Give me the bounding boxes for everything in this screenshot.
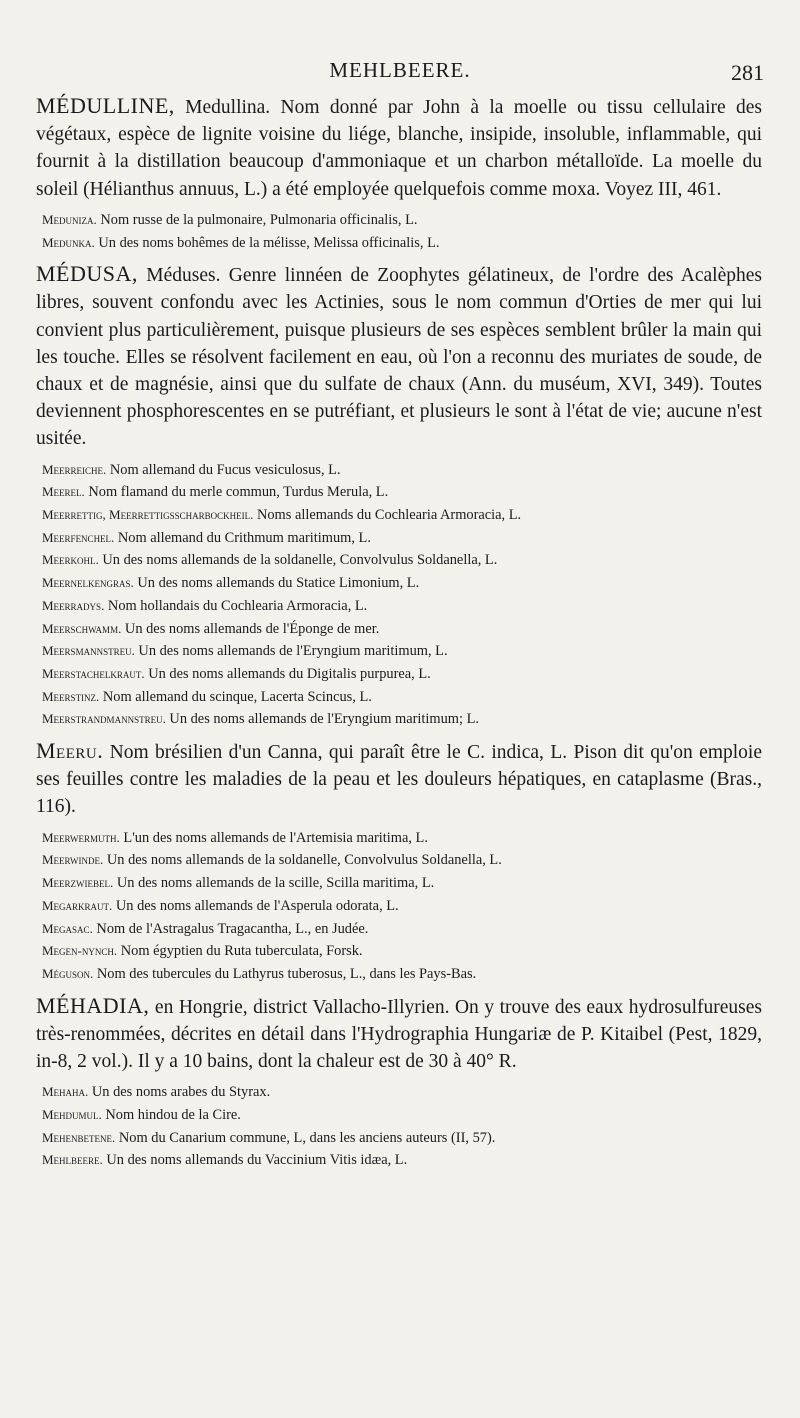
minor-entry bbox=[36, 940, 762, 963]
entry-text: Nom allemand du Fucus vesiculosus, L. bbox=[106, 461, 341, 478]
minor-entry bbox=[36, 481, 762, 504]
entry-text: Un des noms allemands de l'Éponge de mer. bbox=[121, 620, 380, 637]
minor-entry bbox=[36, 595, 762, 618]
main-entry bbox=[36, 992, 762, 1076]
entry-headword: Mehenbetene. bbox=[42, 1129, 116, 1145]
entry-text: Nom brésilien d'un Canna, qui paraît être le C. indica, L. Pison dit qu'on emploie ses feuilles contre les maladies de la peau et les douleurs hépatiques, en cataplasme (Bras., 116). bbox=[36, 742, 762, 818]
entry-text: Un des noms arabes du Styrax. bbox=[88, 1084, 271, 1101]
entry-headword: Meerkohl. bbox=[42, 552, 99, 568]
entry-headword: Meerstinz. bbox=[42, 688, 100, 704]
entry-text: Un des noms allemands de la soldanelle, Convolvulus Soldanella, L. bbox=[98, 552, 498, 569]
main-entry bbox=[36, 92, 762, 203]
entry-headword: MÉDUSA, bbox=[36, 261, 138, 287]
minor-entry bbox=[36, 572, 762, 595]
entry-text: Un des noms allemands du Statice Limonium, L. bbox=[133, 575, 420, 592]
minor-entry bbox=[36, 686, 762, 709]
entry-headword: Meerwermuth. bbox=[42, 829, 120, 845]
entry-headword: Meerschwamm. bbox=[42, 620, 122, 636]
minor-entry bbox=[36, 527, 762, 550]
entry-headword: Meerstrandmannstreu. bbox=[42, 711, 166, 727]
entry-headword: MÉHADIA, bbox=[36, 992, 150, 1018]
entry-text: Un des noms allemands du Vaccinium Vitis idæa, L. bbox=[102, 1152, 408, 1169]
minor-entry bbox=[36, 872, 762, 895]
entry-headword: Meerrettig, Meerrettigsscharbockheil. bbox=[42, 507, 254, 523]
minor-entry bbox=[36, 549, 762, 572]
entry-headword: Meduniza. bbox=[42, 211, 97, 227]
entry-text: Un des noms allemands de l'Eryngium maritimum, L. bbox=[134, 643, 448, 660]
entry-headword: Meerstachelkraut. bbox=[42, 665, 145, 681]
minor-entry bbox=[36, 1081, 762, 1104]
minor-entry bbox=[36, 232, 762, 255]
entry-text: Nom russe de la pulmonaire, Pulmonaria officinalis, L. bbox=[96, 211, 418, 228]
entry-headword: Meeru. bbox=[36, 738, 104, 764]
entry-text: Un des noms allemands de la scille, Scilla maritima, L. bbox=[113, 875, 435, 892]
minor-entry bbox=[36, 963, 762, 986]
minor-entry bbox=[36, 708, 762, 731]
entry-text: Un des noms allemands du Digitalis purpurea, L. bbox=[144, 665, 431, 682]
minor-entry bbox=[36, 459, 762, 482]
entry-headword: Méguson. bbox=[42, 965, 94, 981]
minor-entry bbox=[36, 849, 762, 872]
main-entry bbox=[36, 737, 762, 821]
minor-entry bbox=[36, 618, 762, 641]
entry-text: Medullina. Nom donné par John à la moelle ou tissu cellulaire des végétaux, espèce de lignite voisine du liége, blanche, insipide, insoluble, inflammable, qui fournit à la distillation beaucoup d'ammoniaque et un charbon métalloïde. La moelle du soleil (Hélianthus annuus, L.) a été employée quelquefois comme moxa. Voyez III, 461. bbox=[36, 97, 762, 200]
entry-text: Nom flamand du merle commun, Turdus Merula, L. bbox=[84, 484, 389, 501]
entry-text: Nom hollandais du Cochlearia Armoracia, L. bbox=[104, 597, 368, 614]
entry-text: Méduses. Genre linnéen de Zoophytes gélatineux, de l'ordre des Acalèphes libres, souvent confondu avec les Actinies, sous le nom commun d'Orties de mer qui lui convient plus particulièrement, puisque plusieurs de ses espèces semblent brûler la main qui les touche. Elles se résolvent facilement en eau, où l'on a reconnu des muriates de soude, de chaux et de magnésie, ainsi que du sulfate de chaux (Ann. du muséum, XVI, 349). Toutes deviennent phosphorescentes en se putréfiant, et plusieurs le sont à l'état de vie; aucune n'est usitée. bbox=[36, 265, 762, 450]
entry-headword: Meerradys. bbox=[42, 597, 105, 613]
entry-headword: Megarkraut. bbox=[42, 897, 113, 913]
entry-text: Un des noms allemands de la soldanelle, Convolvulus Soldanella, L. bbox=[103, 852, 502, 869]
entry-headword: Mehdumul. bbox=[42, 1106, 102, 1122]
minor-entry bbox=[36, 895, 762, 918]
entry-text: en Hongrie, district Vallacho-Illyrien. On y trouve des eaux hydrosulfureuses très-renommées, décrites en détail dans l'Hydrographia Hungariæ de P. Kitaibel (Pest, 1829, in-8, 2 vol.). Il y a 10 bains, dont la chaleur est de 30 à 40° R. bbox=[36, 996, 762, 1073]
entry-headword: Meerreiche. bbox=[42, 461, 107, 477]
running-head: MEHLBEERE. bbox=[329, 58, 471, 82]
entry-headword: MÉDULLINE, bbox=[36, 93, 175, 118]
entry-text: Nom allemand du Crithmum maritimum, L. bbox=[114, 529, 371, 546]
entry-headword: Megen-nynch. bbox=[42, 943, 118, 959]
entry-headword: Meernelkengras. bbox=[42, 575, 134, 591]
minor-entry bbox=[36, 1104, 762, 1127]
page-header bbox=[0, 58, 800, 88]
entry-headword: Meerwinde. bbox=[42, 852, 104, 868]
minor-entry bbox=[36, 827, 762, 850]
entry-headword: Mehaha. bbox=[42, 1084, 89, 1100]
entries-column bbox=[36, 92, 762, 1172]
entry-text: Noms allemands du Cochlearia Armoracia, L. bbox=[253, 507, 522, 524]
main-entry bbox=[36, 260, 762, 452]
entry-text: Nom du Canarium commune, L, dans les anciens auteurs (II, 57). bbox=[115, 1129, 496, 1146]
entry-text: Un des noms bohêmes de la mélisse, Melissa officinalis, L. bbox=[94, 234, 440, 251]
entry-text: Un des noms allemands de l'Asperula odorata, L. bbox=[112, 897, 399, 914]
entry-headword: Meerfenchel. bbox=[42, 529, 115, 545]
minor-entry bbox=[36, 1149, 762, 1172]
minor-entry bbox=[36, 640, 762, 663]
entry-headword: Meerel. bbox=[42, 484, 85, 500]
entry-text: Nom égyptien du Ruta tuberculata, Forsk. bbox=[117, 943, 363, 960]
entry-headword: Meerzwiebel. bbox=[42, 875, 114, 891]
entry-text: Nom allemand du scinque, Lacerta Scincus, L. bbox=[99, 688, 372, 705]
entry-headword: Megasac. bbox=[42, 920, 93, 936]
minor-entry bbox=[36, 918, 762, 941]
entry-text: Un des noms allemands de l'Eryngium maritimum; L. bbox=[165, 711, 479, 728]
entry-text: Nom des tubercules du Lathyrus tuberosus, L., dans les Pays-Bas. bbox=[93, 965, 477, 982]
page-number: 281 bbox=[731, 60, 764, 85]
minor-entry bbox=[36, 663, 762, 686]
minor-entry bbox=[36, 504, 762, 527]
entry-text: Nom hindou de la Cire. bbox=[101, 1106, 241, 1123]
entry-headword: Mehlbeere. bbox=[42, 1152, 103, 1168]
entry-headword: Meersmannstreu. bbox=[42, 643, 135, 659]
minor-entry bbox=[36, 1127, 762, 1150]
entry-headword: Medunka. bbox=[42, 234, 95, 250]
minor-entry bbox=[36, 209, 762, 232]
entry-text: L'un des noms allemands de l'Artemisia maritima, L. bbox=[119, 829, 428, 846]
entry-text: Nom de l'Astragalus Tragacantha, L., en Judée. bbox=[92, 920, 369, 937]
